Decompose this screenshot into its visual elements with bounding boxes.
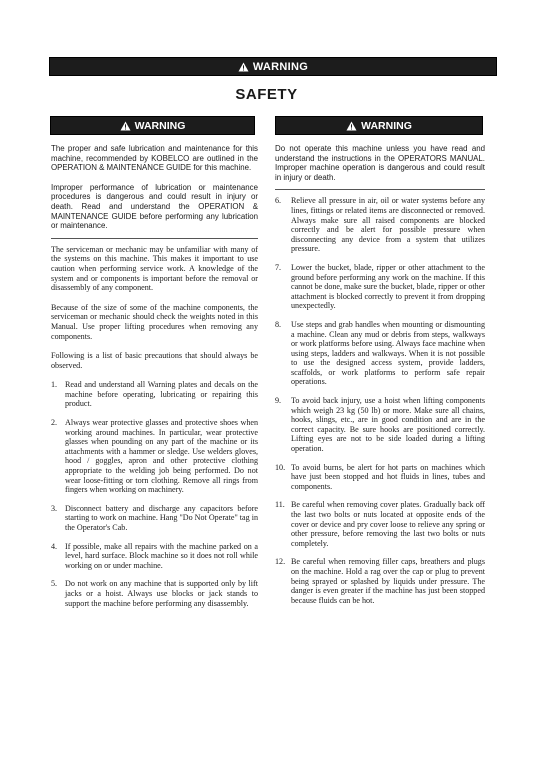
list-item: 5. Do not work on any machine that is supported only by lift jacks or a hoist. Always use blocks or jack stands to support the machine before performing any disassembly. [51,579,258,608]
list-item: 2. Always wear protective glasses and protective shoes when working around machines. In particular, wear protective glasses when pounding on any part of the machine or its attachments with a hammer or sledge. Use welders gloves, hood / goggles, apron and other protective clothing appropriate to the welding job being performed. Do not wear loose-fitting or torn clothing. Remove all rings from fingers when working on machinery. [51,418,258,495]
paragraph-precautions: Following is a list of basic precautions that should always be observed. [51,351,258,370]
list-item: 8. Use steps and grab handles when mounting or dismounting a machine. Clean any mud or debris from steps, walkways or work platforms before using. Always face machine when using steps, ladders and walkways. When it is not possible to use the designed access system, provide ladders, scaffolds, or work platforms to perform safe repair operations. [275,319,485,387]
left-warning-intro: The proper and safe lubrication and maintenance for this machine, recommended by KOBELCO are outlined in the OPERATION & MAINTENANCE GUIDE for this machine. [51,144,258,173]
warning-triangle-icon [238,62,249,72]
left-warning-improper: Improper performance of lubrication or maintenance procedures is dangerous and could result in injury or death. Read and understand the OPERATION & MAINTENANCE GUIDE before performing any lubrication or maintenance. [51,182,258,231]
list-item: 4. If possible, make all repairs with the machine parked on a level, hard surface. Block machine so it does not roll while working on or under machine. [51,541,258,570]
left-warning-banner [50,116,255,135]
top-warning-label: WARNING [252,60,309,73]
top-warning-banner [49,57,497,76]
paragraph-components: Because of the size of some of the machine components, the serviceman or mechanic should check the weights noted in this Manual. Use proper lifting procedures when removing any components. [51,302,258,341]
list-item: 1. Read and understand all Warning plates and decals on the machine before operating, lubricating or repairing this product. [51,380,258,409]
divider [275,189,485,190]
right-warning-intro: Do not operate this machine unless you have read and understand the instructions in the OPERATORS MANUAL. Improper machine operation is dangerous and could result in injury or death. [275,144,485,182]
list-item: 10. To avoid burns, be alert for hot parts on machines which have just been stopped and hot fluids in lines, tubes and components. [275,462,485,491]
list-item: 9. To avoid back injury, use a hoist when lifting components which weigh 23 kg (50 lb) or more. Make sure all chains, hooks, slings, etc., are in good condition and are in the correct capacity. Be sure hooks are positioned correctly. Lifting eyes are not to be side loaded during a lifting operation. [275,396,485,454]
list-item: 6. Relieve all pressure in air, oil or water systems before any lines, fittings or related items are disconnected or removed. Always make sure all raised components are blocked correctly and be alert for possible pressure when disconnecting any device from a system that utilizes pressure. [275,196,485,254]
left-warning-label: WARNING [134,119,186,132]
left-column [51,144,258,617]
list-item: 12. Be careful when removing filler caps, breathers and plugs on the machine. Hold a rag over the cap or plug to prevent being sprayed or splashed by liquids under pressure. The danger is even greater if the machine has just been stopped because fluids can be hot. [275,557,485,605]
page-title: SAFETY [235,86,298,103]
list-item: 7. Lower the bucket, blade, ripper or other attachment to the ground before performing any work on the machine. If this cannot be done, make sure the bucket, blade, ripper or other attachment is blocked correctly to prevent it from dropping unexpectedly. [275,262,485,311]
right-warning-label: WARNING [361,119,412,132]
warning-triangle-icon [346,121,357,131]
list-item: 3. Disconnect battery and discharge any capacitors before starting to work on machine. Hang "Do Not Operate" tag in the Operator's Cab. [51,503,258,532]
paragraph-serviceman: The serviceman or mechanic may be unfamiliar with many of the systems on this machine. This makes it important to use caution when performing service work. A knowledge of the system and or components is important before the removal or disassembly of any component. [51,244,258,293]
warning-triangle-icon [120,121,131,131]
list-item: 11. Be careful when removing cover plates. Gradually back off the last two bolts or nuts located at opposite ends of the cover or device and pry cover loose to relieve any spring or other pressure, before removing the last two bolts or nuts completely. [275,500,485,548]
right-column [275,144,485,614]
divider [51,238,258,239]
right-warning-banner [275,116,483,135]
